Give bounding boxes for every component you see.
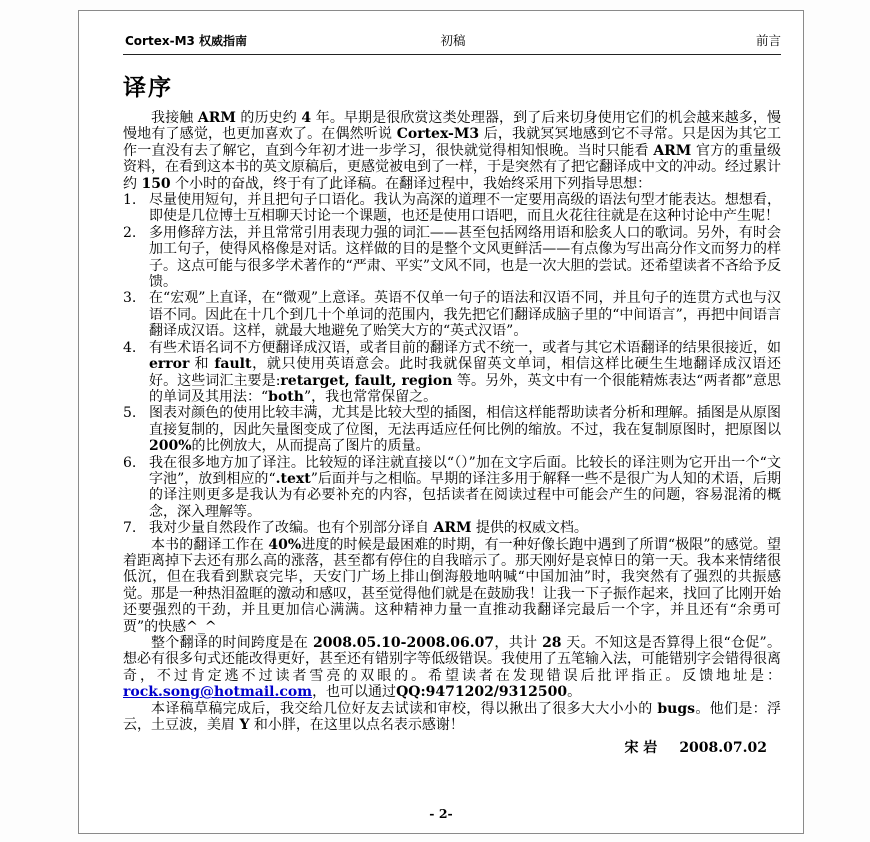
email-link[interactable]: rock.song@hotmail.com bbox=[123, 684, 313, 701]
text-run: 等。另外，英文中有一个很能精炼表达“两者都”意思的单词及其用法：“ bbox=[149, 372, 782, 405]
list-item-number: 5. bbox=[123, 405, 137, 422]
list-item-text bbox=[149, 405, 781, 454]
text-run: ”后面并与之相临。早期的译注多用于解释一些不是很广为人知的术语，后期的译注则更多是我认为有必要补充的内容，包括读者在阅读过程中可能会产生的问题，容易混淆的概念，深入理解等。 bbox=[149, 470, 782, 520]
emphasis-text: 40% bbox=[268, 536, 302, 553]
text-run: 官方的重量级资料，在看到这本书的英文原稿后，更感觉被电到了一样，于是突然有了把它翻译成中文的冲动。经过累计约 bbox=[123, 142, 782, 192]
list-item-number: 4. bbox=[123, 339, 137, 356]
text-run: 的历史约 bbox=[235, 110, 302, 126]
signature-date: 2008.07.02 bbox=[679, 740, 767, 757]
page-number: - 2- bbox=[429, 806, 453, 821]
list-item-number: 3. bbox=[123, 290, 137, 307]
emphasis-text: error bbox=[149, 356, 190, 373]
text-run: 年。早期是很欣赏这类处理器，到了后来切身使用它们的机会越来越多，慢慢地有了感觉，也更加喜欢了。在偶然听说 bbox=[123, 110, 782, 143]
page-title: 译序 bbox=[123, 75, 173, 101]
header-right-label: 前言 bbox=[756, 33, 782, 48]
numbered-list-item bbox=[123, 455, 781, 521]
text-run: 个小时的奋战，终于有了此译稿。在翻译过程中，我始终采用下列指导思想： bbox=[170, 175, 652, 192]
text-run: 天。不知这是否算得上很“仓促”。想必有很多句式还能改得更好，甚至还有错别字等低级错误。我使用了五笔输入法，可能错别字会错得很离奇，不过肯定逃不过读者雪亮的双眼的。希望读者在发现错误后批评指正。反馈地址是： bbox=[123, 635, 782, 684]
document-page bbox=[78, 10, 804, 834]
list-item-text bbox=[149, 340, 781, 406]
paragraph bbox=[123, 110, 781, 192]
signature-name: 宋 岩 bbox=[624, 740, 658, 757]
text-run: 和 bbox=[189, 356, 215, 373]
header-center-label: 初稿 bbox=[440, 33, 466, 48]
text-run: 我接触 bbox=[151, 110, 198, 126]
text-run: 图表对颜色的使用比较丰满，尤其是比较大型的插图，相信这样能帮助读者分析和理解。插图是从原图直接复制的，因此矢量图变成了位图，无法再适应任何比例的缩放。不过，我在复制原图时，把原图以 bbox=[149, 405, 781, 438]
numbered-list-item bbox=[123, 192, 781, 225]
text-run: 我在很多地方加了译注。比较短的译注就直接以“（）”加在文字后面。比较长的译注则为它开出一个“文字池”，放到相应的“ bbox=[149, 454, 781, 487]
paragraph bbox=[123, 635, 781, 701]
emphasis-text: fault bbox=[214, 356, 252, 373]
numbered-list-item bbox=[123, 290, 781, 339]
text-run: ，共计 bbox=[494, 635, 543, 651]
text-run: 尽量使用短句，并且把句子口语化。我认为高深的道理不一定要用高级的语法句型才能表达。想想看，即使是几位博士互相聊天讨论一个课题，也还是使用口语吧，而且火花往往就是在这种讨论中产生呢！ bbox=[149, 192, 781, 225]
text-run: 提供的权威文档。 bbox=[471, 520, 588, 537]
text-run: 在“宏观”上直译，在“微观”上意译。英语不仅单一句子的语法和汉语不同，并且句子的连贯方式也与汉语不同。因此在十几个到几十个单词的范围内，我先把它们翻译成脑子里的“中间语言”，再把中间语言翻译成汉语。这样，就最大地避免了贻笑大方的“英式汉语”。 bbox=[149, 290, 781, 340]
list-item-text bbox=[149, 192, 781, 225]
list-item-text bbox=[149, 225, 781, 291]
text-run: 本译稿草稿完成后，我交给几位好友去试读和审校，得以揪出了很多大大小小的 bbox=[151, 700, 658, 717]
emphasis-text: 2008.05.10-2008.06.07 bbox=[312, 635, 495, 651]
emphasis-text: .text bbox=[275, 470, 311, 487]
text-run: 的比例放大，从而提高了图片的质量。 bbox=[191, 438, 430, 455]
emphasis-text: ARM bbox=[433, 520, 472, 537]
text-run: 我对少量自然段作了改编。也有个别部分译自 bbox=[149, 520, 434, 537]
emphasis-text: retarget, fault, region bbox=[280, 372, 453, 389]
emphasis-text: Cortex-M3 bbox=[396, 126, 480, 143]
text-run: 有些术语名词不方便翻译成汉语，或者目前的翻译方式不统一，或者与其它术语翻译的结果很接近，如 bbox=[149, 339, 781, 356]
text-run: 进度的时候是最困难的时期，有一种好像长跑中遇到了所谓“极限”的感觉。望着距离掉下去还有那么高的涨落，甚至都有停住的自我暗示了。那天刚好是哀悼日的第一天。我本来情绪很低沉，但在我看到默哀完毕，天安门广场上排山倒海般地呐喊“中国加油”时，我突然有了强烈的共振感觉。那是一种热泪盈眶的激动和感叹，甚至觉得他们就是在鼓励我！让我一下子振作起来，找回了比刚开始还要强烈的干劲，并且更加信心满满。这种精神力量一直推动我翻译完最后一个字，并且还有“余勇可贾”的快感^_^ bbox=[123, 536, 781, 635]
text-run: 后，我就冥冥地感到它不寻常。只是因为其它工作一直没有去了解它，直到今年初才进一步学习，很快就觉得相知恨晚。当时只能看 bbox=[123, 126, 781, 159]
paragraph bbox=[123, 537, 781, 635]
list-item-number: 6. bbox=[123, 454, 137, 471]
text-run: 和小胖，在这里以点名表示感谢！ bbox=[249, 717, 464, 734]
list-item-text bbox=[149, 520, 781, 536]
emphasis-text: QQ:9471202/9312500 bbox=[396, 684, 568, 701]
emphasis-text: ARM bbox=[197, 110, 236, 126]
text-run: 本书的翻译工作在 bbox=[151, 536, 269, 553]
signature bbox=[123, 737, 781, 757]
document-body bbox=[123, 110, 781, 733]
list-item-text bbox=[149, 455, 781, 521]
emphasis-text: 4 bbox=[301, 110, 312, 126]
text-run: ”，我也常常保留之。 bbox=[303, 388, 438, 405]
numbered-list-item bbox=[123, 405, 781, 454]
list-item-text bbox=[149, 290, 781, 339]
numbered-list-item bbox=[123, 520, 781, 536]
list-item-number: 1. bbox=[123, 192, 137, 209]
text-run: 。 bbox=[567, 684, 582, 701]
numbered-list-item bbox=[123, 225, 781, 291]
header-left-title: Cortex-M3 权威指南 bbox=[125, 34, 248, 48]
page-content bbox=[79, 11, 803, 757]
text-run: ，也可以通过 bbox=[312, 684, 397, 701]
emphasis-text: 150 bbox=[141, 175, 171, 192]
text-run: ，就只使用英语意会。此时我就保留英文单词，相信这样比硬生生地翻译成汉语还好。这些词汇主要是: bbox=[149, 356, 781, 389]
page-header bbox=[123, 31, 781, 55]
list-item-number: 7. bbox=[123, 520, 137, 537]
numbered-list-item bbox=[123, 340, 781, 406]
text-run: 多用修辞方法，并且常常引用表现力强的词汇——甚至包括网络用语和脍炙人口的歌词。另外，有时会加工句子，使得风格像是对话。这样做的目的是整个文风更鲜活——有点像为写出高分作文而努力的样子。这点可能与很多学术著作的“严肃、平实”文风不同，也是一次大胆的尝试。还希望读者不吝给予反馈。 bbox=[149, 224, 781, 291]
emphasis-text: ARM bbox=[653, 142, 692, 159]
text-run: 整个翻译的时间跨度是在 bbox=[151, 635, 313, 651]
emphasis-text: 200% bbox=[149, 438, 192, 455]
paragraph bbox=[123, 701, 781, 734]
emphasis-text: both bbox=[268, 388, 304, 405]
emphasis-text: Y bbox=[239, 717, 250, 734]
emphasis-text: bugs bbox=[657, 700, 696, 717]
text-run: 。他们是：浮云，土豆波，美眉 bbox=[123, 700, 782, 734]
emphasis-text: 28 bbox=[542, 635, 562, 651]
list-item-number: 2. bbox=[123, 224, 137, 241]
